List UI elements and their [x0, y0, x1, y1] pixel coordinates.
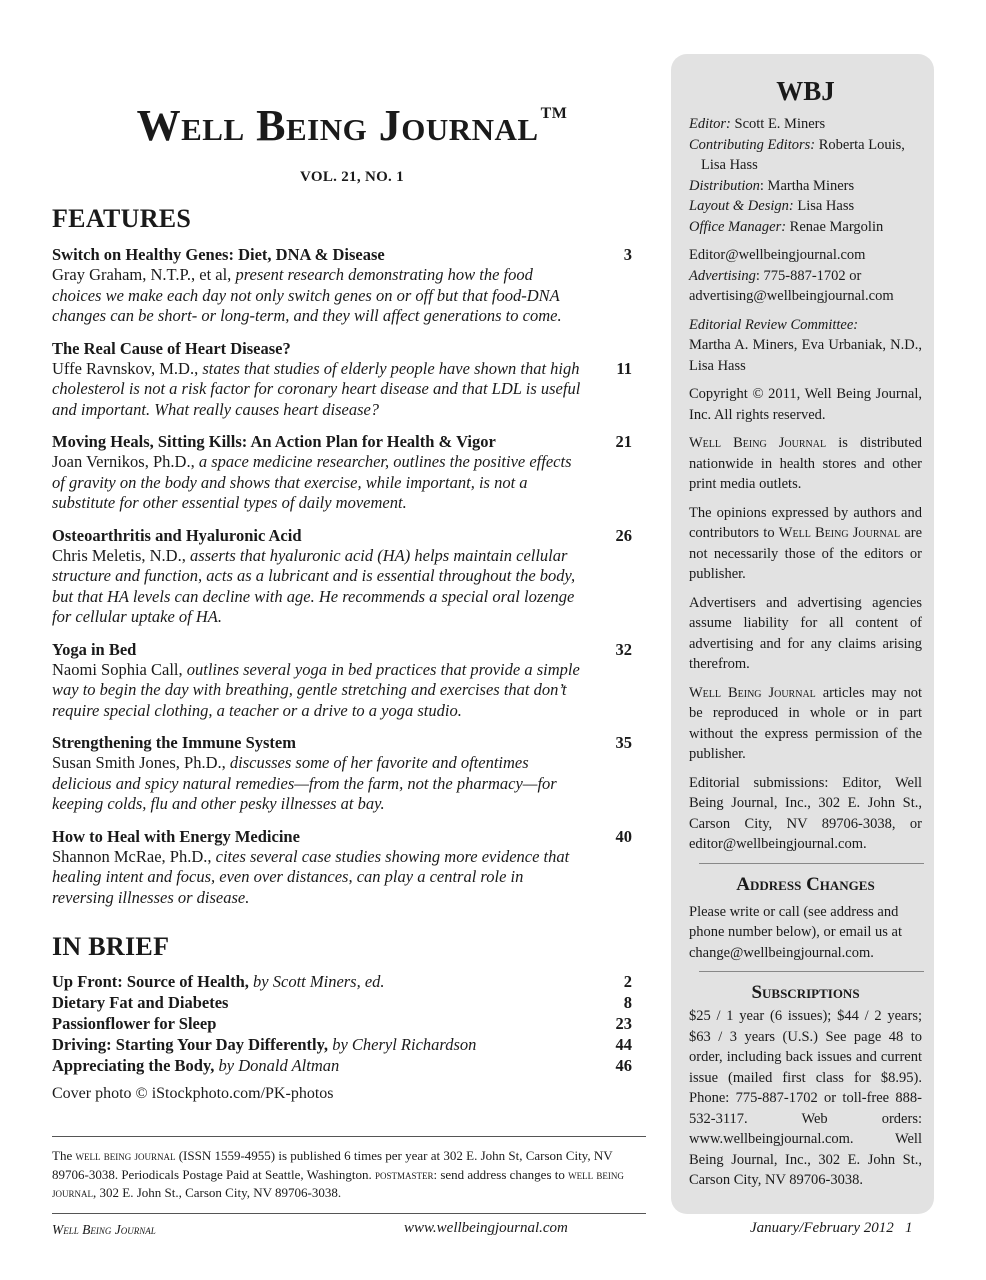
article-title[interactable]: Yoga in Bed [52, 639, 137, 659]
masthead [52, 100, 652, 186]
article-author: Gray Graham, N.T.P., et al, [52, 265, 232, 284]
cover-photo-credit: Cover photo © iStockphoto.com/PK-photos [52, 1085, 334, 1102]
notice-journal-name: well being journal [75, 1148, 176, 1163]
article-entry[interactable] [52, 431, 632, 514]
notice-text: : send address changes to [433, 1166, 565, 1182]
page-number: 35 [615, 733, 632, 752]
page-number: 40 [615, 826, 632, 846]
address-changes-heading: Address Changes [736, 873, 875, 895]
page-number: 46 [615, 1056, 632, 1075]
subscriptions-heading: Subscriptions [751, 982, 860, 1003]
distribution-notice [689, 433, 922, 495]
notice-text: are not necessarily those of the editors or publisher. [689, 525, 923, 582]
journal-name: Well Being Journal [689, 435, 827, 451]
publication-notice [52, 1147, 646, 1203]
divider [699, 971, 924, 972]
article-title[interactable]: Strengthening the Immune System [52, 733, 296, 752]
staff-name: : Martha Miners [759, 177, 855, 194]
opinions-disclaimer [689, 503, 922, 585]
masthead-sidebar [671, 54, 934, 1214]
staff-name: Lisa Hass [701, 157, 758, 173]
page-number: 3 [623, 245, 632, 264]
subscriptions-text: $25 / 1 year (6 issues); $44 / 2 years; $63 / 3 years (U.S.) See page 48 to order, including back issues and current issue (mailed first class for $8.95). Phone: 775-887-1702 or toll-free 888-532-3117. Web orders: www.wellbeingjournal.com. Well Being Journal, Inc., 302 E. John St., Carson City, NV 89706-3038. [689, 1008, 922, 1188]
brief-title[interactable]: Dietary Fat and Diabetes [52, 993, 229, 1012]
article-author: Susan Smith Jones, Ph.D., [52, 753, 226, 772]
brief-title[interactable]: Driving: Starting Your Day Differently, [52, 1035, 329, 1054]
editor-email-link[interactable]: Editor@wellbeingjournal.com [689, 247, 866, 263]
page-number: 8 [623, 993, 632, 1012]
submissions-notice: Editorial submissions: Editor, Well Being Journal, Inc., 302 E. John St., Carson City, NV 89706-3038, or editor@wellbeingjournal.com. [689, 774, 922, 852]
journal-title [52, 100, 652, 151]
in-brief-heading: IN BRIEF [52, 932, 170, 961]
volume-number: VOL. 21, NO. 1 [300, 169, 404, 185]
article-entry[interactable] [52, 338, 632, 421]
contact-label: Advertising [689, 267, 756, 284]
article-title[interactable]: Osteoarthritis and Hyaluronic Acid [52, 525, 302, 545]
footer-page-number: 1 [904, 1220, 913, 1236]
brief-title[interactable]: Passionflower for Sleep [52, 1014, 217, 1033]
contact-block [689, 245, 922, 307]
advertising-phone: : 775-887-1702 or [755, 267, 862, 284]
divider [699, 863, 924, 864]
page-number: 2 [623, 972, 632, 991]
brief-item[interactable] [52, 971, 632, 992]
advertising-disclaimer: Advertisers and advertising agencies assume liability for all content of advertising and for any claims arising therefrom. [689, 594, 922, 672]
page-number: 32 [615, 639, 632, 659]
footer-website-link[interactable]: www.wellbeingjournal.com [404, 1220, 568, 1236]
review-committee-members: Martha A. Miners, Eva Urbaniak, N.D., Lisa Hass [689, 337, 922, 374]
article-title[interactable]: The Real Cause of Heart Disease? [52, 338, 291, 358]
reproduction-notice [689, 683, 922, 765]
article-summary: present research demonstrating how the food choices we make each day not only switch genes on or off but that food-DNA changes can be short- or long-term, and they will affect generations to come. [52, 265, 562, 325]
staff-name: Roberta Louis, [818, 136, 905, 153]
notice-postmaster: postmaster [374, 1166, 434, 1182]
article-author: Uffe Ravnskov, M.D., [52, 358, 199, 378]
article-summary: a space medicine researcher, outlines the positive effects of gravity on the body and shows that exercise, while important, is not a substitute for other essential types of daily movement. [52, 452, 572, 512]
notice-text: , 302 E. John St., Carson City, NV 89706-3038. [93, 1185, 342, 1200]
article-summary: cites several case studies showing more evidence that healing intent and focus, even over distances, can play a central role in reversing illnesses or disease. [52, 846, 570, 907]
sidebar-title: WBJ [776, 76, 835, 106]
article-summary: discusses some of her favorite and oftentimes delicious and spicy natural remedies—from the farm, not the pharmacy—for keeping colds, flu and other pesky illnesses at bay. [52, 753, 557, 813]
journal-name: Well Being Journal [689, 684, 816, 701]
page-number: 26 [615, 525, 632, 545]
journal-title-text: Well Being Journal [136, 101, 539, 150]
staff-role: Distribution [689, 177, 760, 194]
brief-item[interactable] [52, 1055, 632, 1076]
staff-role: Editor: [689, 116, 731, 132]
review-committee [689, 315, 922, 377]
staff-role: Contributing Editors: [689, 136, 816, 153]
notice-text: The [52, 1148, 73, 1163]
notice-text: The opinions expressed by authors and contributors to [689, 504, 922, 541]
brief-item[interactable] [52, 992, 632, 1013]
article-title[interactable]: Moving Heals, Sitting Kills: An Action Plan for Health & Vigor [52, 432, 496, 451]
staff-role: Layout & Design: [689, 198, 794, 214]
article-entry[interactable] [52, 525, 632, 628]
article-author: Naomi Sophia Call, [52, 659, 183, 679]
article-author: Chris Meletis, N.D., [52, 545, 186, 565]
notice-text: is distributed nationwide in health stores and other print media outlets. [689, 435, 923, 492]
article-entry[interactable] [52, 244, 632, 327]
article-summary: outlines several yoga in bed practices that provide a simple way to begin the day with breathing, gentle stretching and exercises that don’t require special clothing, a teacher or a drive to a yoga studio. [52, 659, 580, 720]
page-number: 21 [615, 432, 632, 451]
notice-journal-name: well being journal [52, 1166, 624, 1200]
staff-name: Renae Margolin [789, 218, 884, 235]
article-summary: asserts that hyaluronic acid (HA) helps maintain cellular structure and function, acts as a lubricant and is essential throughout the body, but that HA levels can decline with age. He recommends a special oral lozenge for cellular uptake of HA. [52, 545, 576, 626]
article-author: Joan Vernikos, Ph.D., [52, 452, 195, 471]
copyright-notice: Copyright © 2011, Well Being Journal, Inc. All rights reserved. [689, 386, 922, 423]
brief-title[interactable]: Appreciating the Body, [52, 1056, 215, 1075]
advertising-email-link[interactable]: advertising@wellbeingjournal.com [689, 288, 894, 304]
notice-text: articles may not be reproduced in whole or in part without the express permission of the publisher. [689, 684, 922, 762]
staff-role: Office Manager: [689, 218, 787, 235]
features-heading: FEATURES [52, 204, 192, 233]
article-author: Shannon McRae, Ph.D., [52, 846, 212, 866]
address-changes-text: Please write or call (see address and phone number below), or email us at change@wellbeingjournal.com. [689, 903, 903, 961]
staff-name: Lisa Hass [797, 198, 855, 214]
page-number: 11 [616, 358, 632, 378]
journal-name: Well Being Journal [778, 525, 901, 541]
brief-title[interactable]: Up Front: Source of Health, [52, 972, 249, 991]
article-entry[interactable] [52, 639, 632, 722]
table-of-contents [52, 204, 632, 1103]
page-number: 44 [615, 1035, 632, 1054]
review-committee-label: Editorial Review Committee: [689, 316, 859, 333]
divider [52, 1136, 646, 1137]
footer-journal-name: Well Being Journal [52, 1222, 156, 1237]
brief-byline: by Cheryl Richardson [332, 1035, 477, 1054]
article-entry[interactable] [52, 732, 632, 815]
divider [52, 1213, 646, 1214]
notice-text: (ISSN 1559-4955) is published 6 times per year at 302 E. John St, Carson City, NV 89706-3038. Periodicals Postage Paid at Seattle, Washington. [52, 1148, 613, 1182]
article-entry[interactable] [52, 826, 632, 909]
article-summary: states that studies of elderly people have shown that high cholesterol is not a risk factor for coronary heart disease and that LDL is useful and important. What really causes heart disease? [52, 358, 581, 419]
brief-item[interactable] [52, 1034, 632, 1055]
article-title[interactable]: How to Heal with Energy Medicine [52, 826, 300, 846]
brief-byline: by Scott Miners, ed. [253, 972, 385, 991]
footer-date: January/February 2012 [750, 1220, 894, 1236]
staff-list [689, 114, 922, 237]
article-title[interactable]: Switch on Healthy Genes: Diet, DNA & Disease [52, 245, 385, 264]
page-number: 23 [615, 1014, 632, 1033]
brief-item[interactable] [52, 1013, 632, 1034]
brief-byline: by Donald Altman [218, 1056, 340, 1075]
footer-date-page [750, 1220, 912, 1237]
trademark-mark: TM [540, 105, 568, 122]
staff-name: Scott E. Miners [734, 116, 826, 132]
